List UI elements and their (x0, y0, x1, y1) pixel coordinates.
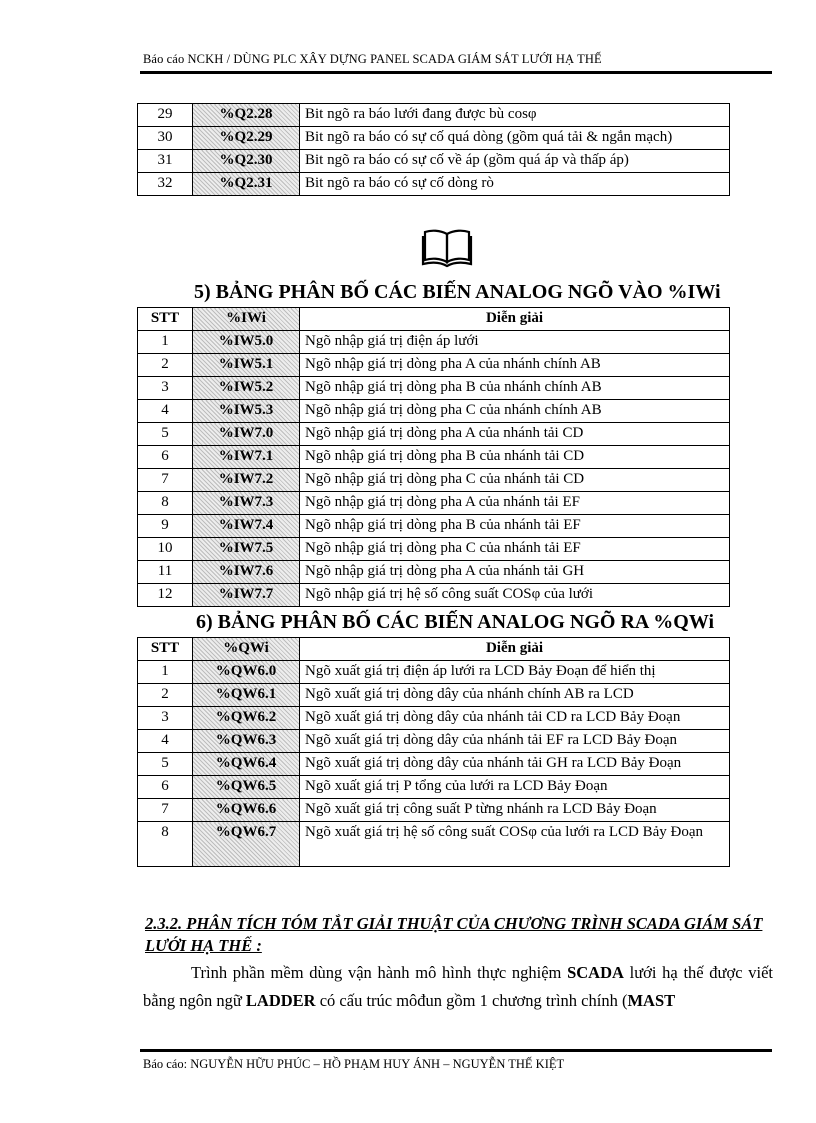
row-number: 3 (138, 707, 193, 730)
row-number: 9 (138, 515, 193, 538)
row-number: 1 (138, 331, 193, 354)
variable-code: %IW5.0 (193, 331, 300, 354)
row-number: 4 (138, 730, 193, 753)
analog-output-table (137, 637, 730, 867)
variable-code: %IW5.3 (193, 400, 300, 423)
header-desc: Diễn giải (300, 638, 730, 661)
row-description: Bit ngõ ra báo có sự cố về áp (gồm quá áp và thấp áp) (300, 150, 730, 173)
header-desc: Diễn giải (300, 308, 730, 331)
row-description: Ngõ nhập giá trị dòng pha C của nhánh chính AB (300, 400, 730, 423)
table-row (138, 730, 730, 753)
row-description: Ngõ xuất giá trị công suất P từng nhánh ra LCD Bảy Đoạn (300, 799, 730, 822)
row-description: Ngõ xuất giá trị dòng dây của nhánh tải GH ra LCD Bảy Đoạn (300, 753, 730, 776)
row-description: Ngõ xuất giá trị dòng dây của nhánh chính AB ra LCD (300, 684, 730, 707)
section-5-title: 5) BẢNG PHÂN BỐ CÁC BIẾN ANALOG NGÕ VÀO %IWi (194, 281, 721, 303)
row-description: Ngõ nhập giá trị dòng pha C của nhánh tải CD (300, 469, 730, 492)
table-row (138, 127, 730, 150)
table-header-row (138, 308, 730, 331)
row-number: 7 (138, 799, 193, 822)
table-row (138, 822, 730, 867)
output-bits-table (137, 103, 730, 196)
row-number: 11 (138, 561, 193, 584)
variable-code: %QW6.3 (193, 730, 300, 753)
row-number: 7 (138, 469, 193, 492)
row-number: 2 (138, 354, 193, 377)
row-number: 10 (138, 538, 193, 561)
variable-code: %QW6.5 (193, 776, 300, 799)
variable-code: %IW7.3 (193, 492, 300, 515)
para-text: lưới hạ thế được viết bằng ngôn ngữ (143, 963, 773, 1010)
variable-code: %IW5.2 (193, 377, 300, 400)
variable-code: %Q2.31 (193, 173, 300, 196)
variable-code: %IW7.1 (193, 446, 300, 469)
analog-input-table (137, 307, 730, 607)
row-description: Ngõ nhập giá trị dòng pha A của nhánh tải CD (300, 423, 730, 446)
variable-code: %IW5.1 (193, 354, 300, 377)
row-description: Bit ngõ ra báo lưới đang được bù cosφ (300, 104, 730, 127)
table-row (138, 492, 730, 515)
para-text: Trình phần mềm dùng vận hành mô hình thực nghiệm (191, 963, 568, 982)
table-row (138, 446, 730, 469)
row-number: 30 (138, 127, 193, 150)
table-row (138, 400, 730, 423)
variable-code: %Q2.29 (193, 127, 300, 150)
variable-code: %QW6.7 (193, 822, 300, 867)
table-header-row (138, 638, 730, 661)
row-number: 3 (138, 377, 193, 400)
table-row (138, 538, 730, 561)
row-description: Ngõ xuất giá trị dòng dây của nhánh tải CD ra LCD Bảy Đoạn (300, 707, 730, 730)
page-header: Báo cáo NCKH / DÙNG PLC XÂY DỰNG PANEL SCADA GIÁM SÁT LƯỚI HẠ THẾ (143, 52, 602, 66)
variable-code: %QW6.2 (193, 707, 300, 730)
table-row (138, 331, 730, 354)
body-paragraph (143, 959, 773, 1015)
table-row (138, 776, 730, 799)
table-row (138, 799, 730, 822)
table-row (138, 150, 730, 173)
footer-rule (140, 1049, 772, 1052)
table-row (138, 377, 730, 400)
variable-code: %QW6.4 (193, 753, 300, 776)
header-code: %QWi (193, 638, 300, 661)
variable-code: %QW6.0 (193, 661, 300, 684)
book-icon (421, 226, 473, 268)
variable-code: %IW7.7 (193, 584, 300, 607)
row-description: Ngõ nhập giá trị dòng pha A của nhánh chính AB (300, 354, 730, 377)
row-number: 29 (138, 104, 193, 127)
table-row (138, 561, 730, 584)
row-description: Ngõ xuất giá trị dòng dây của nhánh tải EF ra LCD Bảy Đoạn (300, 730, 730, 753)
row-number: 6 (138, 776, 193, 799)
row-description: Ngõ nhập giá trị hệ số công suất COSφ của lưới (300, 584, 730, 607)
row-number: 8 (138, 492, 193, 515)
para-text: có cấu trúc môđun gồm 1 chương trình chính ( (315, 991, 628, 1010)
row-number: 8 (138, 822, 193, 867)
variable-code: %IW7.0 (193, 423, 300, 446)
variable-code: %IW7.6 (193, 561, 300, 584)
row-description: Ngõ nhập giá trị dòng pha C của nhánh tải EF (300, 538, 730, 561)
row-description: Ngõ xuất giá trị hệ số công suất COSφ của lưới ra LCD Bảy Đoạn (300, 822, 730, 867)
table-row (138, 104, 730, 127)
page-footer: Báo cáo: NGUYỄN HỮU PHÚC – HỒ PHẠM HUY ÁNH – NGUYỄN THẾ KIỆT (143, 1057, 565, 1071)
table-row (138, 469, 730, 492)
row-description: Ngõ nhập giá trị dòng pha B của nhánh tải CD (300, 446, 730, 469)
row-description: Ngõ nhập giá trị điện áp lưới (300, 331, 730, 354)
variable-code: %Q2.30 (193, 150, 300, 173)
para-bold: SCADA (567, 963, 624, 982)
variable-code: %IW7.2 (193, 469, 300, 492)
table-row (138, 515, 730, 538)
row-number: 32 (138, 173, 193, 196)
row-number: 5 (138, 423, 193, 446)
header-rule (140, 71, 772, 74)
row-description: Ngõ nhập giá trị dòng pha B của nhánh chính AB (300, 377, 730, 400)
row-number: 2 (138, 684, 193, 707)
header-stt: STT (138, 308, 193, 331)
para-bold: LADDER (245, 991, 316, 1010)
row-number: 31 (138, 150, 193, 173)
variable-code: %Q2.28 (193, 104, 300, 127)
table-row (138, 661, 730, 684)
table-row (138, 423, 730, 446)
row-description: Ngõ xuất giá trị P tổng của lưới ra LCD Bảy Đoạn (300, 776, 730, 799)
row-number: 5 (138, 753, 193, 776)
row-description: Ngõ nhập giá trị dòng pha A của nhánh tải EF (300, 492, 730, 515)
variable-code: %QW6.1 (193, 684, 300, 707)
section-6-title: 6) BẢNG PHÂN BỐ CÁC BIẾN ANALOG NGÕ RA %QWi (196, 611, 715, 633)
table-row (138, 753, 730, 776)
row-number: 12 (138, 584, 193, 607)
row-description: Ngõ nhập giá trị dòng pha B của nhánh tải EF (300, 515, 730, 538)
row-number: 1 (138, 661, 193, 684)
header-code: %IWi (193, 308, 300, 331)
row-description: Bit ngõ ra báo có sự cố quá dòng (gồm quá tải & ngắn mạch) (300, 127, 730, 150)
row-description: Bit ngõ ra báo có sự cố dòng rò (300, 173, 730, 196)
section-2-3-2-heading: 2.3.2. PHÂN TÍCH TÓM TẮT GIẢI THUẬT CỦA CHƯƠNG TRÌNH SCADA GIÁM SÁT LƯỚI HẠ THẾ : (145, 914, 763, 955)
variable-code: %IW7.5 (193, 538, 300, 561)
table-row (138, 584, 730, 607)
variable-code: %QW6.6 (193, 799, 300, 822)
row-description: Ngõ xuất giá trị điện áp lưới ra LCD Bảy Đoạn để hiển thị (300, 661, 730, 684)
table-row (138, 684, 730, 707)
table-row (138, 354, 730, 377)
header-stt: STT (138, 638, 193, 661)
row-description: Ngõ nhập giá trị dòng pha A của nhánh tải GH (300, 561, 730, 584)
variable-code: %IW7.4 (193, 515, 300, 538)
row-number: 4 (138, 400, 193, 423)
para-bold: MAST (627, 991, 676, 1010)
table-row (138, 173, 730, 196)
table-row (138, 707, 730, 730)
row-number: 6 (138, 446, 193, 469)
